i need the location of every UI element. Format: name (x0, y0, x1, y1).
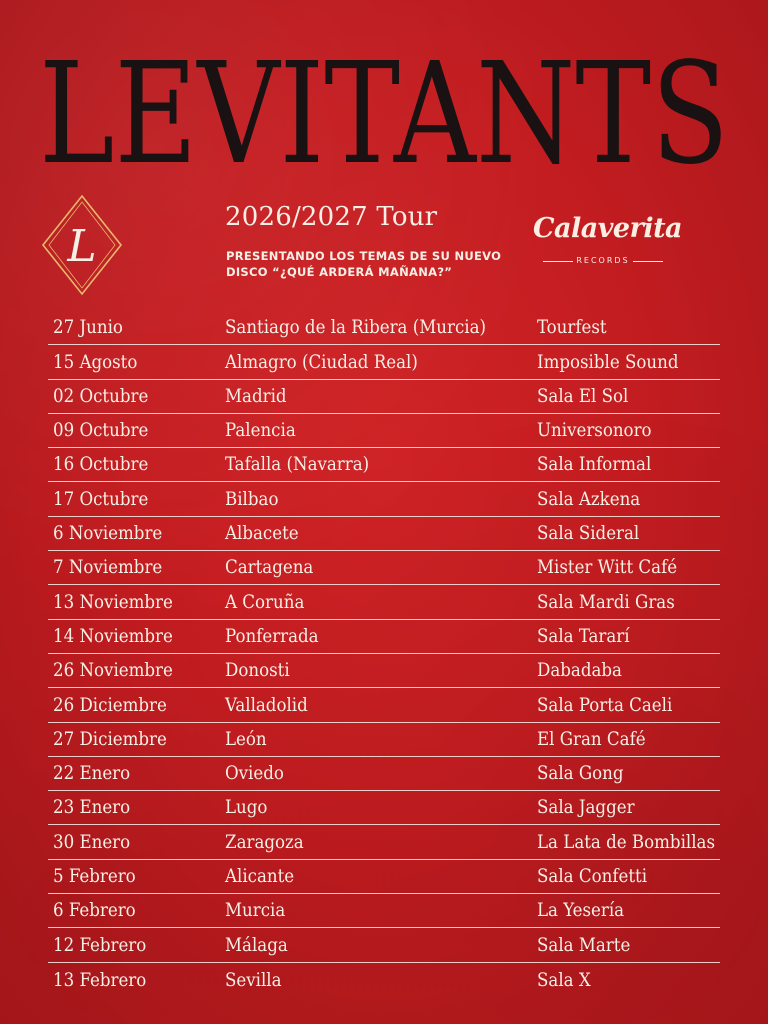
tour-date: 27 Junio (53, 317, 123, 339)
tour-date: 17 Octubre (53, 488, 149, 510)
tour-city: Donosti (225, 660, 290, 682)
tour-city: Oviedo (225, 763, 284, 785)
label-rule-right (633, 261, 663, 262)
tour-venue: Sala El Sol (537, 385, 629, 407)
tour-venue: Sala Sideral (537, 523, 640, 545)
band-logo (34, 34, 734, 184)
tour-subtitle: PRESENTANDO LOS TEMAS DE SU NUEVO DISCO “¿QUÉ ARDERÁ MAÑANA?” (226, 249, 502, 279)
record-label-sub: RECORDS (576, 256, 630, 265)
tour-date: 7 Noviembre (53, 557, 163, 579)
tour-city: Málaga (225, 934, 288, 956)
schedule-row (48, 723, 720, 757)
tour-date: 09 Octubre (53, 420, 149, 442)
schedule-row (48, 791, 720, 825)
tour-city: Santiago de la Ribera (Murcia) (225, 317, 487, 339)
tour-venue: Sala Mardi Gras (537, 591, 675, 613)
band-name: LEVITANTS (39, 34, 729, 184)
schedule-row (48, 688, 720, 722)
tour-venue: Dabadaba (537, 660, 622, 682)
tour-city: Almagro (Ciudad Real) (225, 351, 418, 373)
schedule-row (48, 517, 720, 551)
tour-venue: Sala Jagger (537, 797, 635, 819)
tour-venue: Sala Tararí (537, 625, 630, 647)
tour-city: Cartagena (225, 557, 314, 579)
schedule-row (48, 414, 720, 448)
tour-city: Bilbao (225, 488, 279, 510)
tour-date: 6 Febrero (53, 900, 136, 922)
tour-venue: La Yesería (537, 900, 625, 922)
tour-venue: Universonoro (537, 420, 652, 442)
tour-date: 15 Agosto (53, 351, 138, 373)
tour-venue: Mister Witt Café (537, 557, 678, 579)
schedule-row (48, 585, 720, 619)
schedule-row (48, 380, 720, 414)
schedule-row (48, 894, 720, 928)
schedule-row (48, 620, 720, 654)
schedule-row (48, 482, 720, 516)
tour-venue: Sala Marte (537, 934, 631, 956)
emblem-letter: L (67, 221, 97, 272)
tour-city: Valladolid (225, 694, 308, 716)
tour-title: 2026/2027 Tour (225, 202, 438, 232)
tour-date: 30 Enero (53, 831, 131, 853)
tour-venue: Sala Azkena (537, 488, 641, 510)
schedule-row (48, 963, 720, 997)
tour-venue: Sala Confetti (537, 866, 648, 888)
tour-date: 27 Diciembre (53, 728, 167, 750)
schedule-row (48, 311, 720, 345)
tour-city: Alicante (225, 866, 295, 888)
schedule-row (48, 860, 720, 894)
tour-venue: La Lata de Bombillas (537, 831, 715, 853)
tour-schedule (48, 311, 720, 997)
tour-city: Madrid (225, 385, 287, 407)
schedule-row (48, 448, 720, 482)
tour-date: 26 Noviembre (53, 660, 173, 682)
tour-city: Murcia (225, 900, 286, 922)
tour-venue: Sala Informal (537, 454, 652, 476)
tour-date: 12 Febrero (53, 934, 147, 956)
tour-city: A Coruña (225, 591, 305, 613)
tour-venue: Imposible Sound (537, 351, 679, 373)
record-label-name: Calaverita (533, 213, 683, 244)
tour-date: 13 Febrero (53, 969, 147, 991)
schedule-row (48, 757, 720, 791)
schedule-row (48, 345, 720, 379)
tour-city: Sevilla (225, 969, 282, 991)
tour-venue: El Gran Café (537, 728, 646, 750)
tour-date: 14 Noviembre (53, 625, 173, 647)
tour-city: Palencia (225, 420, 296, 442)
tour-city: León (225, 728, 267, 750)
record-label-logo (533, 213, 683, 273)
schedule-row (48, 654, 720, 688)
tour-date: 5 Febrero (53, 866, 136, 888)
schedule-row (48, 825, 720, 859)
tour-city: Ponferrada (225, 625, 319, 647)
tour-venue: Sala Porta Caeli (537, 694, 673, 716)
tour-date: 16 Octubre (53, 454, 149, 476)
tour-venue: Sala X (537, 969, 591, 991)
tour-date: 13 Noviembre (53, 591, 173, 613)
tour-date: 6 Noviembre (53, 523, 163, 545)
tour-city: Zaragoza (225, 831, 304, 853)
tour-date: 23 Enero (53, 797, 131, 819)
tour-date: 26 Diciembre (53, 694, 167, 716)
emblem-logo (40, 193, 124, 297)
tour-date: 22 Enero (53, 763, 131, 785)
tour-city: Albacete (225, 523, 299, 545)
tour-date: 02 Octubre (53, 385, 149, 407)
tour-venue: Tourfest (537, 317, 607, 339)
tour-city: Lugo (225, 797, 268, 819)
schedule-row (48, 928, 720, 962)
schedule-row (48, 551, 720, 585)
tour-venue: Sala Gong (537, 763, 624, 785)
tour-city: Tafalla (Navarra) (225, 454, 370, 476)
